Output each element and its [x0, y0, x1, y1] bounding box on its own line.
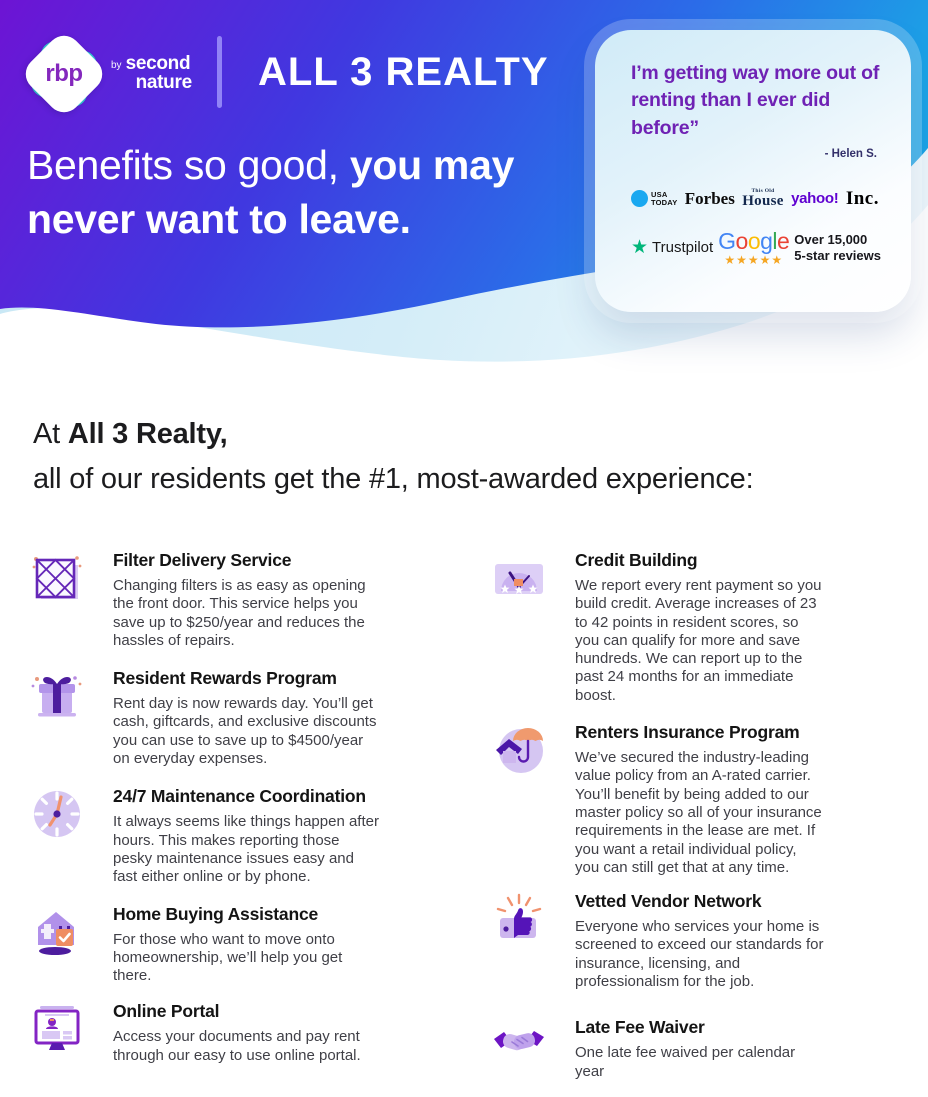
this-old-house-logo: This Old House: [742, 187, 784, 210]
second-nature-logo: [111, 55, 192, 92]
benefit-description: Everyone who services your home is screened to exceed our standards for insurance, licensing, and professionalism for the job.: [575, 918, 824, 991]
benefit-description: It always seems like things happen after hours. This makes reporting those pesky maintenance issues easy and fast either online or by phone.: [113, 813, 379, 886]
testimonial-attribution: - Helen S.: [824, 147, 877, 160]
monitor-icon: [30, 1001, 113, 1065]
benefit-item-late-fee-waiver: [492, 1017, 824, 1081]
testimonial-card: [595, 30, 911, 312]
google-logo: [718, 227, 790, 267]
filter-icon: [30, 550, 113, 650]
trustpilot-star-icon: ★: [631, 237, 649, 259]
company-name: ALL 3 REALTY: [258, 50, 549, 94]
benefit-title: Filter Delivery Service: [113, 550, 292, 570]
benefit-item-maintenance: [30, 786, 382, 886]
section-heading: At All 3 Realty, all of our residents get the #1, most-awarded experience:: [33, 418, 754, 495]
trustpilot-logo: ★ Trustpilot: [631, 237, 714, 259]
headline-bold-2: never want to leave.: [27, 196, 411, 243]
benefit-item-home-buying: [30, 904, 382, 986]
benefit-item-vetted-vendors: [492, 891, 824, 991]
headline-bold-1: you may: [349, 142, 515, 188]
yahoo-logo: yahoo!: [791, 190, 839, 208]
handshake-icon: [492, 1017, 575, 1081]
intro-brand: All 3 Realty,: [67, 418, 228, 450]
benefit-item-filter-delivery: [30, 550, 382, 650]
benefit-title: Online Portal: [113, 1001, 220, 1022]
inc-logo: Inc.: [845, 187, 879, 209]
headline-light: Benefits so good,: [27, 142, 350, 188]
benefit-description: Access your documents and pay rent through our easy to use online portal.: [113, 1028, 361, 1064]
by-label: by: [111, 60, 122, 72]
benefit-title: 24/7 Maintenance Coordination: [113, 786, 366, 807]
forbes-logo: Forbes: [684, 188, 735, 208]
benefit-item-online-portal: [30, 1001, 382, 1065]
benefit-description: Rent day is now rewards day. You’ll get cash, giftcards, and exclusive discounts you can use to save up to $4500/year on everyday expenses.: [113, 695, 377, 768]
benefit-description: For those who want to move onto homeownership, we’ll help you get there.: [113, 930, 343, 985]
benefit-description: We report every rent payment so you build credit. Average increases of 23 to 42 points in resident scores, so you can qualify for more and save hundreds. We can report up to the past 24 months for an immediate boost.: [575, 577, 822, 704]
benefit-item-resident-rewards: [30, 668, 382, 768]
benefit-description: One late fee waived per calendar year: [575, 1044, 796, 1080]
umbrella-house-icon: [492, 722, 575, 877]
benefit-description: Changing filters is as easy as opening the front door. This service helps you save up to $250/year and reduces the hassles of repairs.: [113, 577, 366, 649]
press-logos-row: [631, 188, 883, 210]
review-logos-row: [631, 227, 883, 267]
testimonial-quote: I’m getting way more out of renting than I ever did before”: [631, 62, 880, 139]
benefit-item-credit-building: [492, 550, 824, 705]
clock-icon: [30, 786, 113, 886]
benefit-description: We’ve secured the industry-leading value policy from an A-rated carrier. You’ll benefit by being added to our master policy so all of your insurance requirements in the lease are met. If you want a retail individual policy, you can still get that at any time.: [575, 749, 822, 876]
house-check-icon: [30, 904, 113, 986]
review-count: Over 15,000 5-star reviews: [794, 232, 881, 263]
benefit-item-renters-insurance: [492, 722, 824, 877]
benefit-title: Resident Rewards Program: [113, 668, 337, 689]
thumbs-up-icon: [492, 891, 575, 991]
benefit-title: Late Fee Waiver: [575, 1017, 705, 1038]
rbp-logo-text: rbp: [45, 60, 83, 87]
usa-today-circle-icon: [631, 190, 648, 207]
brand-lockup: [24, 34, 192, 114]
benefit-title: Credit Building: [575, 550, 698, 570]
usa-today-text: USA TODAY: [651, 189, 678, 207]
rbp-logo: [24, 34, 104, 114]
gift-icon: [30, 668, 113, 768]
vertical-divider: [217, 36, 222, 108]
hero-headline: [27, 138, 587, 246]
benefit-title: Home Buying Assistance: [113, 903, 319, 924]
benefit-title: Renters Insurance Program: [575, 722, 800, 743]
benefits-column-left: [30, 550, 382, 1081]
benefits-column-right: [492, 550, 824, 1097]
usa-today-logo: [631, 190, 677, 207]
second-nature-wordmark: second nature: [125, 53, 192, 93]
google-stars-icon: ★★★★★: [724, 252, 784, 267]
credit-meter-icon: [492, 550, 575, 705]
benefit-title: Vetted Vendor Network: [575, 891, 762, 912]
google-wordmark: Google: [718, 227, 790, 254]
